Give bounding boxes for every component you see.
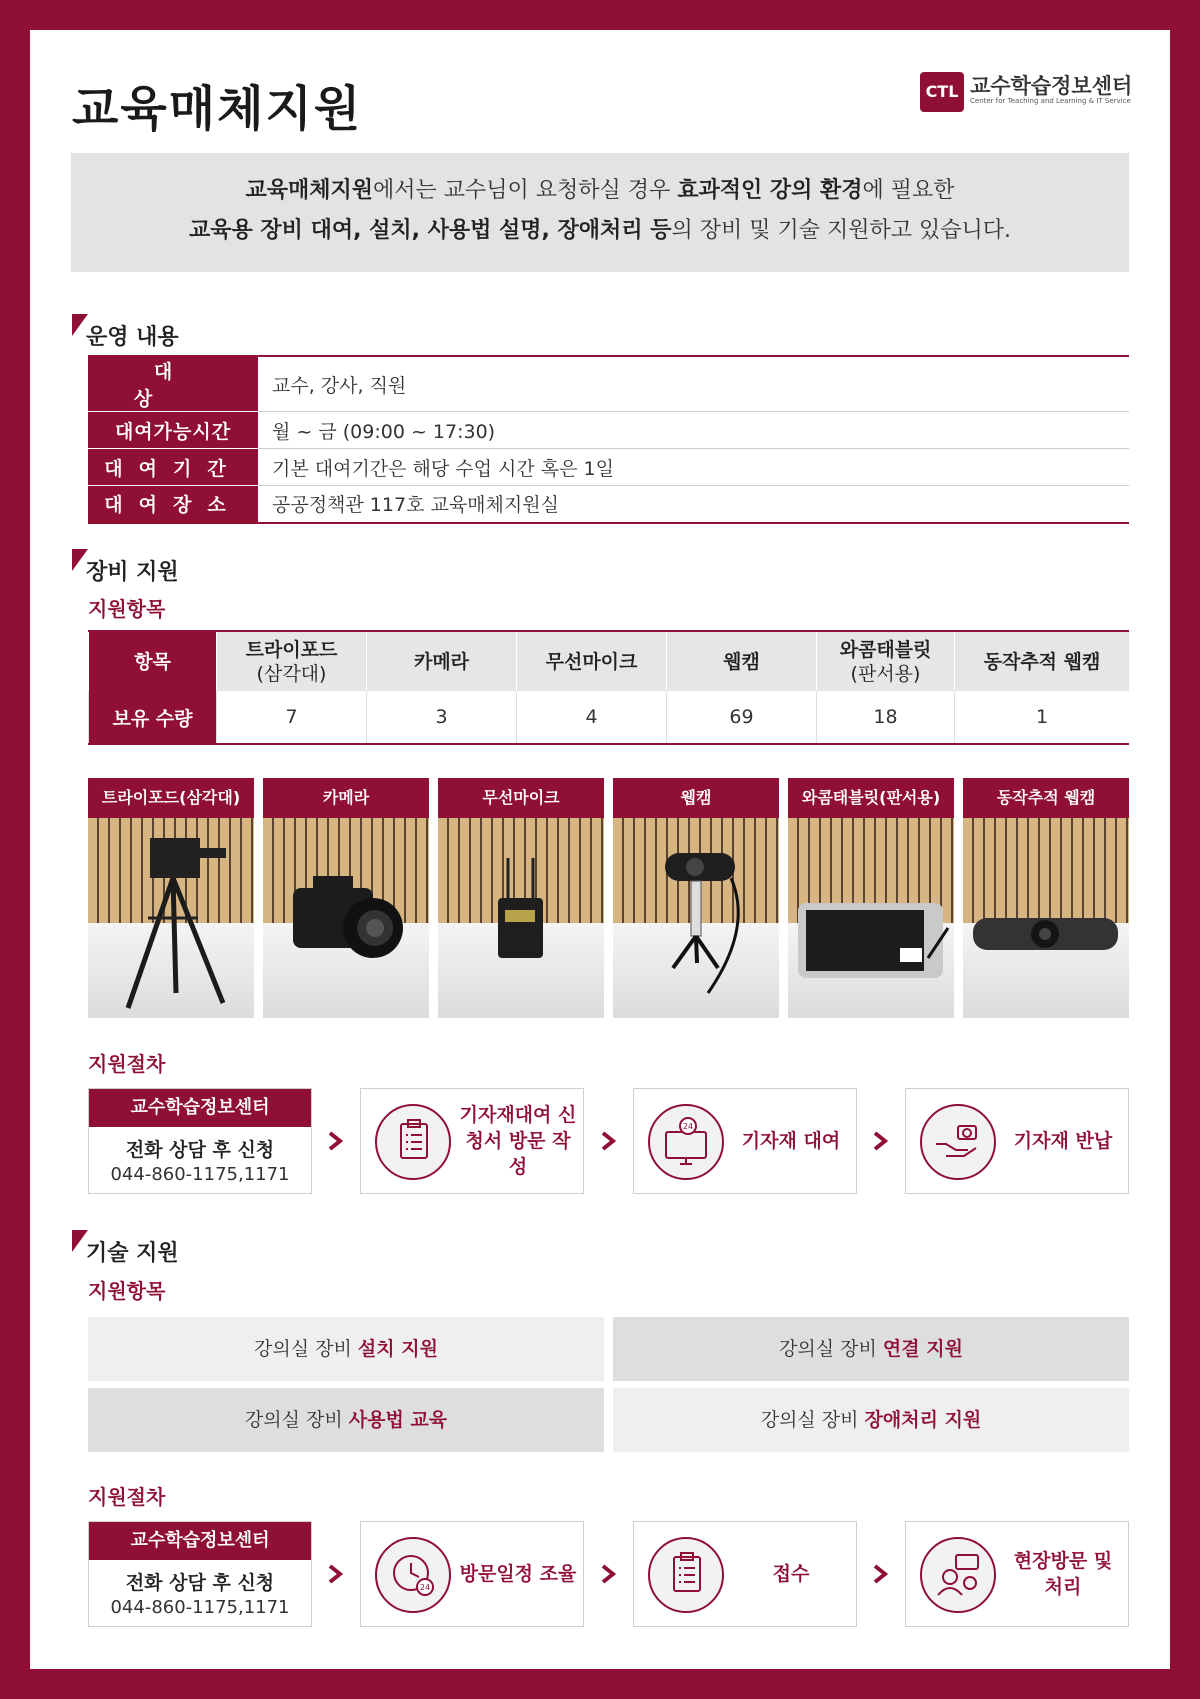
equipment-name: 무선마이크 [545, 650, 638, 673]
tech-item-bold: 장애처리 지원 [864, 1409, 982, 1431]
chevron-right-icon [600, 1131, 616, 1151]
page-title: 교육매체지원 [72, 81, 363, 137]
qty-cell: 4 [517, 691, 667, 744]
step-text: 현장방문 및 처리 [1013, 1550, 1113, 1598]
operation-key: 대상 [88, 356, 258, 412]
photo-tripod [88, 778, 254, 1018]
tech-item-prefix: 강의실 장비 [244, 1409, 349, 1431]
operation-value: 기본 대여기간은 해당 수업 시간 혹은 1일 [258, 449, 1129, 486]
table-row [88, 356, 1129, 412]
equipment-header [367, 631, 517, 691]
operation-value: 교수, 강사, 직원 [258, 356, 1129, 412]
section-heading-tech: 기술 지원 [72, 1236, 179, 1267]
photo-caption: 웹캠 [613, 778, 779, 818]
tech-item [88, 1388, 604, 1452]
photo-wireless-mic [438, 778, 604, 1018]
equipment-name: 웹캠 [723, 650, 760, 673]
equipment-name: 카메라 [413, 650, 470, 673]
tech-item-bold: 연결 지원 [882, 1338, 963, 1360]
logo-mark: CTL [920, 72, 964, 112]
step-head: 교수학습정보센터 [89, 1522, 311, 1560]
photo-caption: 카메라 [263, 778, 429, 818]
logo-name: 교수학습정보센터 [970, 74, 1133, 98]
clock-24-icon [375, 1537, 451, 1613]
equipment-name: 동작추적 웹캠 [983, 650, 1101, 673]
table-row [89, 691, 1130, 744]
table-row [88, 486, 1129, 523]
person-chat-icon [920, 1537, 996, 1613]
step-text: 전화 상담 후 신청 [125, 1572, 275, 1594]
equipment-procedure-label: 지원절차 [88, 1052, 166, 1076]
procedure-step [633, 1088, 857, 1194]
intro-segment: 교육매체지원 [245, 178, 373, 203]
photo-caption: 동작추적 웹캠 [963, 778, 1129, 818]
camera-image [263, 818, 429, 1018]
operation-key: 대여장소 [88, 486, 258, 523]
procedure-step [905, 1521, 1129, 1627]
tech-item-prefix: 강의실 장비 [760, 1409, 865, 1431]
table-row [88, 412, 1129, 449]
equipment-header [955, 631, 1130, 691]
procedure-step [905, 1088, 1129, 1194]
tripod-image [88, 818, 254, 1018]
procedure-step-contact [88, 1521, 312, 1627]
chevron-right-icon [872, 1131, 888, 1151]
photo-camera [263, 778, 429, 1018]
step-text: 접수 [772, 1563, 810, 1585]
step-head: 교수학습정보센터 [89, 1089, 311, 1127]
qty-cell: 7 [217, 691, 367, 744]
intro-line-2 [71, 211, 1129, 251]
equipment-table [88, 630, 1129, 745]
clipboard-icon [375, 1104, 451, 1180]
step-text: 기자재대여 신청서 방문 작성 [459, 1104, 577, 1178]
tech-procedure-label: 지원절차 [88, 1485, 166, 1509]
photo-wacom-tablet [788, 778, 954, 1018]
tracking-webcam-image [963, 818, 1129, 1018]
step-text: 방문일정 조율 [459, 1563, 577, 1585]
chevron-right-icon [327, 1564, 343, 1584]
equipment-header [667, 631, 817, 691]
step-text: 기자재 반납 [1013, 1130, 1113, 1152]
wacom-tablet-image [788, 818, 954, 1018]
tech-item [88, 1317, 604, 1381]
intro-segment: 효과적인 강의 환경 [677, 178, 863, 203]
svg-text:24: 24 [682, 1122, 694, 1131]
intro-segment: 교육용 장비 대여, 설치, 사용법 설명, 장애처리 등 [189, 218, 672, 243]
table-header-row [89, 631, 1130, 691]
equipment-header [217, 631, 367, 691]
photo-caption: 무선마이크 [438, 778, 604, 818]
equipment-header [817, 631, 955, 691]
intro-panel [71, 153, 1129, 272]
intro-segment: 의 장비 및 기술 지원하고 있습니다. [671, 218, 1011, 243]
monitor-24-icon [648, 1104, 724, 1180]
table-row [88, 449, 1129, 486]
operation-key: 대여가능시간 [88, 412, 258, 449]
procedure-step [633, 1521, 857, 1627]
chevron-right-icon [327, 1131, 343, 1151]
operation-table [88, 355, 1129, 524]
qty-cell: 3 [367, 691, 517, 744]
step-text: 기자재 대여 [741, 1130, 841, 1152]
operation-value: 월 ~ 금 (09:00 ~ 17:30) [258, 412, 1129, 449]
tech-item-bold: 설치 지원 [357, 1338, 438, 1360]
chevron-right-icon [600, 1564, 616, 1584]
phone-number: 044-860-1175,1171 [110, 1164, 290, 1185]
intro-segment: 에 필요한 [862, 178, 955, 203]
intro-segment: 에서는 교수님이 요청하실 경우 [372, 178, 678, 203]
phone-number: 044-860-1175,1171 [110, 1597, 290, 1618]
tech-item-bold: 사용법 교육 [348, 1409, 448, 1431]
equipment-items-label: 지원항목 [88, 597, 166, 621]
tech-items-label: 지원항목 [88, 1279, 166, 1303]
tech-item-prefix: 강의실 장비 [254, 1338, 358, 1360]
clipboard-icon [648, 1537, 724, 1613]
tech-item [613, 1317, 1129, 1381]
operation-key: 대여기간 [88, 449, 258, 486]
tech-item [613, 1388, 1129, 1452]
page [30, 30, 1170, 1669]
procedure-step-contact [88, 1088, 312, 1194]
procedure-step [360, 1088, 584, 1194]
wireless-mic-image [438, 818, 604, 1018]
equipment-note: (판서용) [850, 662, 921, 685]
section-heading-equipment: 장비 지원 [72, 555, 179, 586]
equipment-name: 트라이포드 [245, 638, 338, 661]
qty-cell: 18 [817, 691, 955, 744]
operation-value: 공공정책관 117호 교육매체지원실 [258, 486, 1129, 523]
equipment-photos [88, 778, 1129, 1018]
qty-cell: 69 [667, 691, 817, 744]
intro-line-1 [71, 171, 1129, 211]
qty-cell: 1 [955, 691, 1130, 744]
photo-tracking-webcam [963, 778, 1129, 1018]
photo-webcam [613, 778, 779, 1018]
equipment-header [517, 631, 667, 691]
svg-text:24: 24 [419, 1583, 431, 1592]
qty-header: 보유 수량 [89, 691, 217, 744]
equipment-note: (삼각대) [256, 662, 327, 685]
tech-item-prefix: 강의실 장비 [779, 1338, 883, 1360]
chevron-right-icon [872, 1564, 888, 1584]
photo-caption: 트라이포드(삼각대) [88, 778, 254, 818]
webcam-image [613, 818, 779, 1018]
section-heading-operation: 운영 내용 [72, 320, 179, 351]
items-header: 항목 [89, 631, 217, 691]
step-text: 전화 상담 후 신청 [125, 1139, 275, 1161]
equipment-name: 와콤태블릿 [839, 638, 932, 661]
hand-camera-icon [920, 1104, 996, 1180]
photo-caption: 와콤태블릿(판서용) [788, 778, 954, 818]
logo-subtitle: Center for Teaching and Learning & IT Service [970, 97, 1131, 105]
procedure-step [360, 1521, 584, 1627]
